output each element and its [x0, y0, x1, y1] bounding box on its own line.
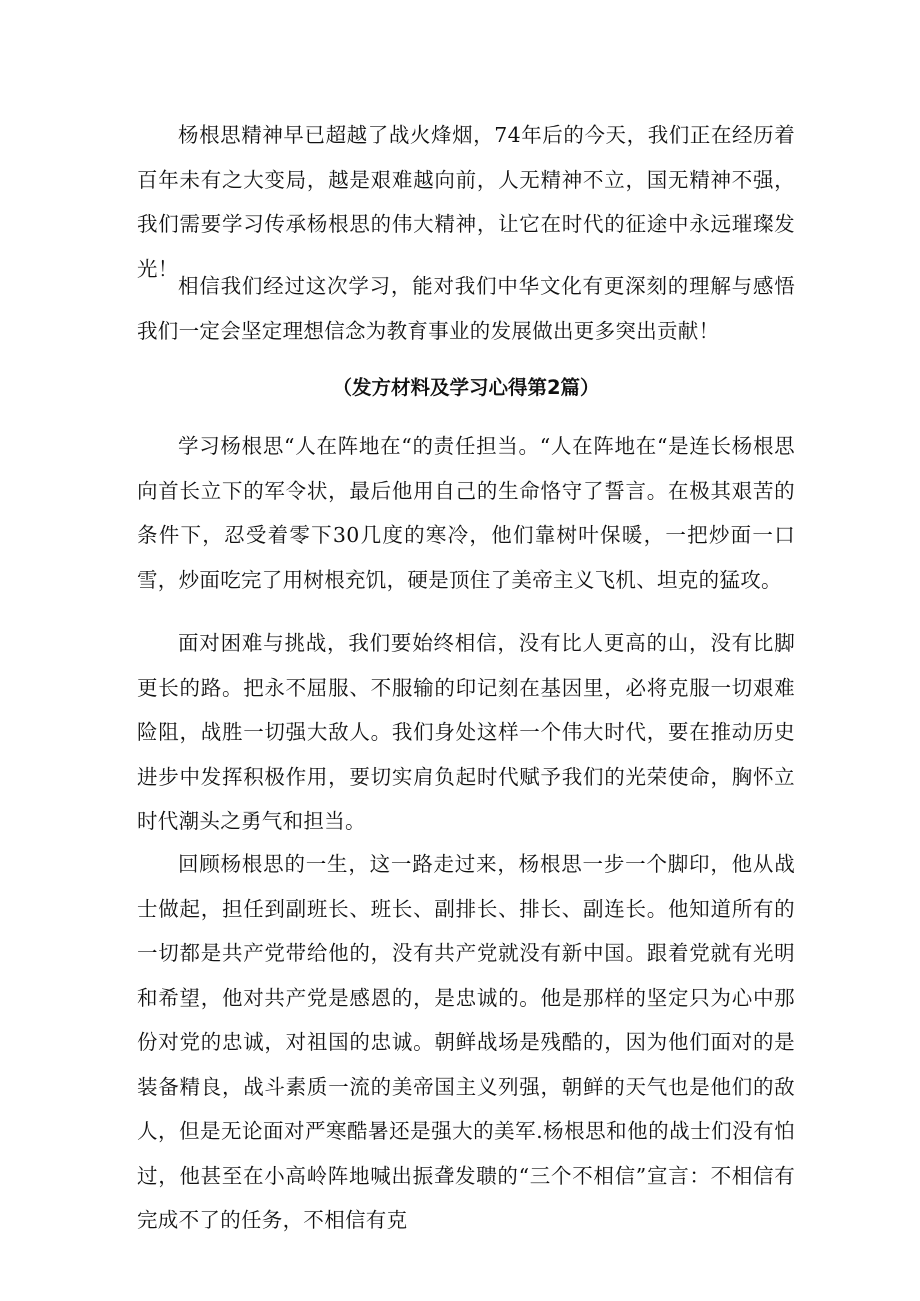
paragraph-4: 面对困难与挑战，我们要始终相信，没有比人更高的山，没有比脚更长的路。把永不屈服、不服输的印记刻在基因里，必将克服一切艰难险阻，战胜一切强大敌人。我们身处这样一个伟大时代，要在推动历史进步中发挥积极作用，要切实肩负起时代赋予我们的光荣使命，胸怀立时代潮头之勇气和担当。 [137, 631, 795, 833]
paragraph-3: 学习杨根思“人在阵地在“的责任担当。“人在阵地在“是连长杨根思向首长立下的军令状，最后他用自己的生命恪守了誓言。在极其艰苦的条件下，忍受着零下30几度的寒冷，他们靠树叶保暖，一把炒面一口雪，炒面吃完了用树根充饥，硬是顶住了美帝主义飞机、坦克的猛攻。 [137, 434, 795, 592]
paragraph-1: 杨根思精神早已超越了战火烽烟，74年后的今天，我们正在经历着百年未有之大变局，越是艰难越向前，人无精神不立，国无精神不强，我们需要学习传承杨根思的伟大精神，让它在时代的征途中永远璀璨发光！ [137, 123, 795, 281]
paragraph-2: 相信我们经过这次学习，能对我们中华文化有更深刻的理解与感悟我们一定会坚定理想信念为教育事业的发展做出更多突出贡献！ [137, 274, 795, 343]
section-heading: （发方材料及学习心得第2篇） [332, 376, 600, 399]
paragraph-5: 回顾杨根思的一生，这一路走过来，杨根思一步一个脚印，他从战士做起，担任到副班长、班长、副排长、排长、副连长。他知道所有的一切都是共产党带给他的，没有共产党就没有新中国。跟着党就有光明和希望，他对共产党是感恩的，是忠诚的。他是那样的坚定只为心中那份对党的忠诚，对祖国的忠诚。朝鲜战场是残酷的，因为他们面对的是装备精良，战斗素质一流的美帝国主义列强，朝鲜的天气也是他们的敌人，但是无论面对严寒酷暑还是强大的美军.杨根思和他的战士们没有怕过，他甚至在小高岭阵地喊出振聋发聩的“三个不相信”宣言：不相信有完成不了的任务，不相信有克 [137, 852, 795, 1232]
